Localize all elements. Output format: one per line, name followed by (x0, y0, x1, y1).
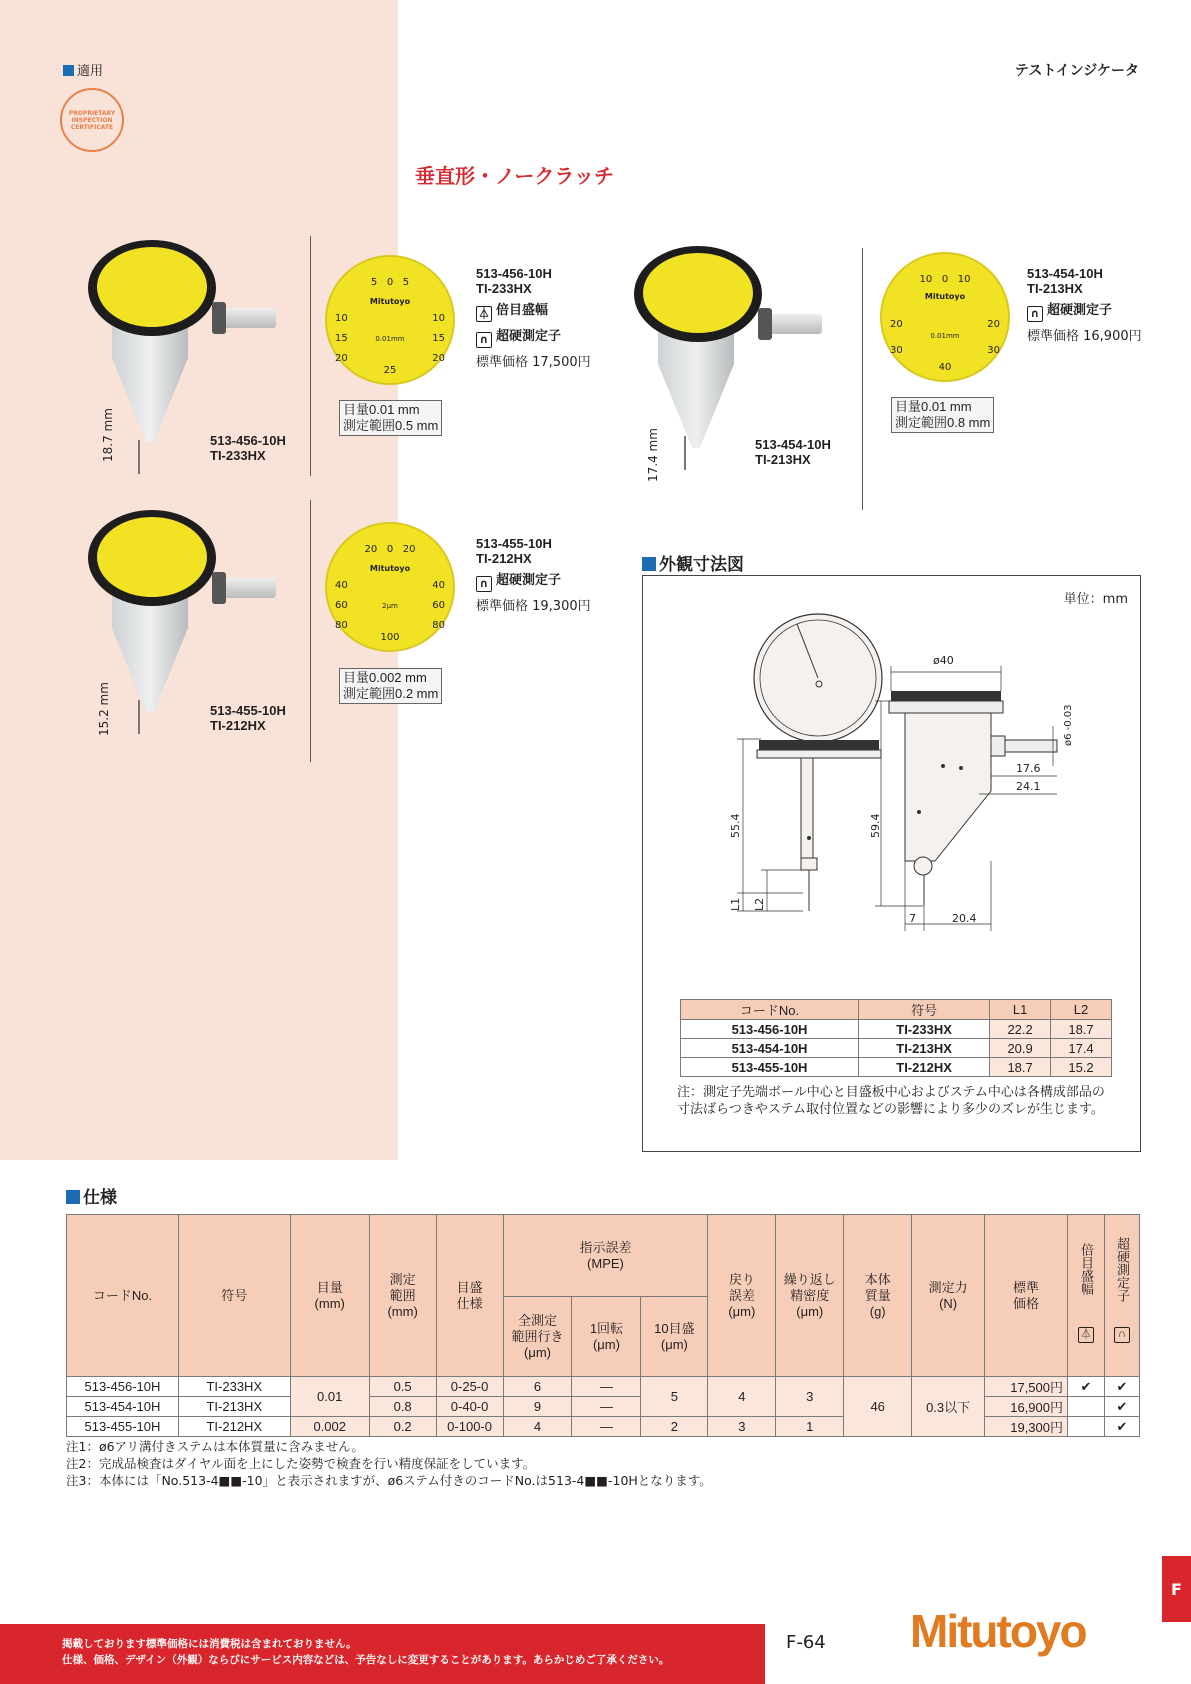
header-scale: 目盛 仕様 (436, 1215, 503, 1377)
header-force: 測定力 (N) (912, 1215, 985, 1377)
dim-d20: 20.4 (952, 912, 977, 925)
header-mpe-full: 全測定 範囲行き (μm) (503, 1297, 572, 1377)
dial-bottom-number: 25 (383, 365, 397, 376)
inspection-certificate-seal: PROPRIETARY INSPECTION CERTIFICATE (60, 88, 124, 152)
dim-d24: 24.1 (1016, 780, 1041, 793)
header-repeatability: 繰り返し 精密度 (μm) (776, 1215, 844, 1377)
header-mpe-rev: 1回転 (μm) (572, 1297, 641, 1377)
feature-carbide: ∩ 超硬測定子 (476, 325, 591, 348)
dial-brand: Mitutoyo (369, 297, 411, 306)
unit-label: 単位：mm (1063, 592, 1128, 607)
dim-d59: 59.4 (869, 813, 882, 838)
header-price: 標準 価格 (985, 1215, 1068, 1377)
dial-right-numbers: 40 60 80 (432, 580, 445, 631)
header-mass: 本体 質量 (g) (844, 1215, 912, 1377)
spec-box-513-456: 目量0.01 mm 測定範囲0.5 mm (339, 400, 442, 436)
header-graduation: 目量 (mm) (290, 1215, 369, 1377)
product-symbol: TI-212HX (476, 551, 532, 566)
carbide-tip-icon: ∩ (1114, 1327, 1130, 1343)
note-2: 注2：完成品検査はダイヤル面を上にした姿勢で検査を行い精度保証をしています。 (66, 1456, 536, 1471)
photo-caption-code: 513-454-10H TI-213HX (755, 437, 831, 467)
dial-top-numbers: 20 0 20 (364, 544, 416, 555)
spec-table (66, 1214, 1140, 1437)
product-code: 513-454-10H (1027, 266, 1103, 281)
exterior-drawing-panel (642, 575, 1141, 1152)
dial-right-numbers: 20 30 (987, 319, 1000, 356)
exterior-note: 注：測定子先端ボール中心と目盛板中心およびステム中心は各構成部品の寸法ばらつきやステム取付位置などの影響により多少のズレが生じます。 (677, 1085, 1105, 1117)
specs-title: 仕様 (66, 1183, 117, 1208)
header-code: コードNo. (67, 1215, 179, 1377)
section-tab: F (1162, 1556, 1191, 1622)
dim-d40: ø40 (933, 654, 954, 667)
dim-label-513-455: 15.2 mm (97, 682, 111, 736)
product-price: 標準価格 17,500円 (476, 355, 591, 370)
divider (310, 500, 311, 762)
product-info-513-456 (476, 266, 591, 370)
dim-d6: ø6 -0.03 (1063, 704, 1074, 746)
page-number: F-64 (786, 1632, 826, 1653)
dim-d7: 7 (909, 912, 916, 925)
spec-box-513-454: 目量0.01 mm 測定範囲0.8 mm (891, 397, 994, 433)
header-carbide: 超硬測定子 ∩ (1104, 1215, 1139, 1377)
table-row: 513-455-10H TI-212HX 18.7 15.2 (681, 1058, 1112, 1077)
applicable-label: 適用 (63, 60, 103, 79)
section-title: 垂直形・ノークラッチ (415, 164, 614, 188)
dial-unit: 2μm (382, 602, 398, 610)
spec-box-513-455: 目量0.002 mm 測定範囲0.2 mm (339, 668, 442, 704)
header-symbol: 符号 (178, 1215, 290, 1377)
carbide-tip-icon: ∩ (1027, 306, 1043, 322)
exterior-title: 外観寸法図 (642, 550, 744, 575)
dim-label-513-454: 17.4 mm (646, 428, 660, 482)
dial-left-numbers: 10 15 20 (335, 313, 348, 364)
double-scale-icon: ⏃ (1078, 1327, 1094, 1343)
product-code: 513-455-10H (476, 536, 552, 551)
dial-top-numbers: 5 0 5 (370, 277, 410, 288)
dim-d17: 17.6 (1016, 762, 1041, 775)
carbide-tip-icon: ∩ (476, 332, 492, 348)
dim-header-symbol: 符号 (859, 1000, 990, 1020)
dial-brand: Mitutoyo (924, 292, 966, 301)
dim-d55: 55.4 (729, 813, 742, 838)
product-symbol: TI-233HX (476, 281, 532, 296)
dial-unit: 0.01mm (930, 332, 960, 340)
dial-face-513-454 (880, 252, 1010, 382)
table-row: 513-455-10H TI-212HX 0.002 0.2 0-100-0 4 — 2 3 1 19,300円 ✔ (67, 1417, 1140, 1437)
dim-label-513-456: 18.7 mm (101, 408, 115, 462)
feature-carbide: ∩ 超硬測定子 (1027, 299, 1142, 322)
dimension-table (680, 999, 1112, 1077)
dial-left-numbers: 40 60 80 (335, 580, 348, 631)
square-bullet-icon (66, 1190, 80, 1204)
dial-brand: Mitutoyo (369, 564, 411, 573)
header-double-scale: 倍目盛幅 ⏃ (1068, 1215, 1105, 1377)
footer-disclaimer: 掲載しております標準価格には消費税は含まれておりません。 仕様、価格、デザイン（外観）ならびにサービス内容などは、予告なしに変更することがあります。あらかじめご了承ください。 (62, 1638, 670, 1666)
dial-top-numbers: 10 0 10 (919, 274, 971, 285)
feature-double-scale: ⏃ 倍目盛幅 (476, 299, 591, 322)
header-hysteresis: 戻り 誤差 (μm) (708, 1215, 776, 1377)
divider (310, 236, 311, 476)
dial-face-513-456 (325, 255, 455, 385)
photo-caption-code: 513-456-10H TI-233HX (210, 433, 286, 463)
spec-notes (66, 1438, 712, 1489)
feature-carbide: ∩ 超硬測定子 (476, 569, 591, 592)
table-row: 513-454-10H TI-213HX 0.8 0-40-0 9 — 16,900円 ✔ (67, 1397, 1140, 1417)
dial-left-numbers: 20 30 (890, 319, 903, 356)
table-row: 513-456-10H TI-233HX 22.2 18.7 (681, 1020, 1112, 1039)
square-bullet-icon (642, 557, 656, 571)
product-info-513-454 (1027, 266, 1142, 344)
header-mpe-10: 10目盛 (μm) (641, 1297, 708, 1377)
product-symbol: TI-213HX (1027, 281, 1083, 296)
carbide-tip-icon: ∩ (476, 576, 492, 592)
dim-l1: L1 (729, 897, 742, 911)
dim-l2: L2 (753, 897, 766, 911)
square-bullet-icon (63, 65, 74, 76)
product-price: 標準価格 19,300円 (476, 599, 591, 614)
page-category: テストインジケータ (1014, 63, 1139, 79)
dim-header-code: コードNo. (681, 1000, 859, 1020)
dial-bottom-number: 100 (380, 632, 400, 643)
brand-logo: Mitutoyo (910, 1605, 1086, 1657)
dim-header-l1: L1 (990, 1000, 1051, 1020)
divider (862, 248, 863, 510)
product-price: 標準価格 16,900円 (1027, 329, 1142, 344)
dial-unit: 0.01mm (375, 335, 405, 343)
dial-face-513-455 (325, 522, 455, 652)
dimension-drawing (643, 576, 1140, 996)
double-scale-icon: ⏃ (476, 306, 492, 322)
photo-caption-code: 513-455-10H TI-212HX (210, 703, 286, 733)
table-row: 513-454-10H TI-213HX 20.9 17.4 (681, 1039, 1112, 1058)
dial-bottom-number: 40 (938, 362, 952, 373)
header-range: 測定 範囲 (mm) (369, 1215, 436, 1377)
table-row: 513-456-10H TI-233HX 0.01 0.5 0-25-0 6 — 5 4 3 46 0.3以下 17,500円 ✔ ✔ (67, 1377, 1140, 1397)
header-mpe: 指示誤差 (MPE) (503, 1215, 708, 1297)
note-1: 注1：ø6アリ溝付きステムは本体質量に含みません。 (66, 1439, 364, 1454)
dial-right-numbers: 10 15 20 (432, 313, 445, 364)
dim-header-l2: L2 (1051, 1000, 1112, 1020)
product-info-513-455 (476, 536, 591, 614)
note-3: 注3：本体には「No.513-4■■-10」と表示されますが、ø6ステム付きのコードNo.は513-4■■-10Hとなります。 (66, 1473, 712, 1488)
product-code: 513-456-10H (476, 266, 552, 281)
